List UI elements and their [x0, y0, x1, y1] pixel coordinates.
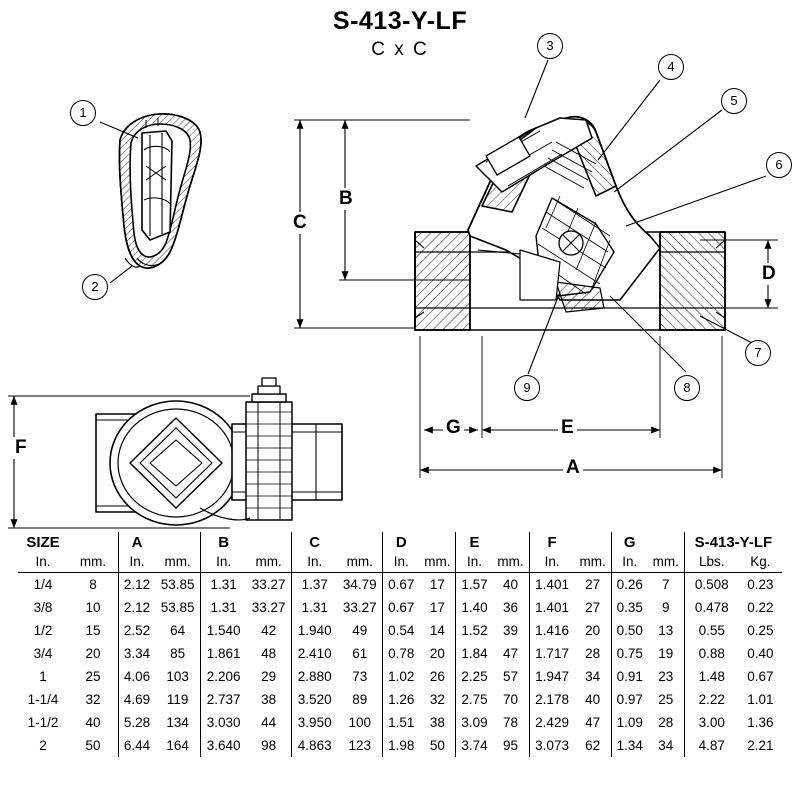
balloon-4[interactable]: 4	[658, 54, 684, 80]
table-cell: 1/4	[33, 577, 53, 592]
table-cell: 85	[170, 646, 186, 661]
table-cell: 4.06	[119, 665, 156, 688]
table-cell: 73	[352, 669, 368, 684]
table-cell: 4.69	[119, 688, 156, 711]
table-cell: 1.416	[529, 619, 575, 642]
balloon-9[interactable]: 9	[514, 375, 540, 401]
table-cell: 29	[261, 669, 277, 684]
balloon-5[interactable]: 5	[721, 88, 747, 114]
table-row	[18, 688, 782, 711]
table-cell: 39	[503, 623, 519, 638]
table-cell: 20	[585, 623, 601, 638]
table-cell: 0.55	[684, 619, 738, 642]
table-cell: 47	[585, 715, 601, 730]
table-cell: 1.540	[201, 619, 247, 642]
table-cell: 1-1/4	[27, 692, 59, 707]
dim-label-G: G	[443, 417, 464, 439]
table-cell: 1.36	[747, 715, 774, 730]
table-cell: 0.508	[684, 573, 738, 597]
table-cell: 14	[429, 623, 445, 638]
table-cell: 98	[261, 738, 277, 753]
table-cell: 1-1/2	[27, 715, 59, 730]
table-cell: 1.940	[292, 619, 338, 642]
table-cell: 34	[658, 738, 674, 753]
dim-label-C: C	[290, 212, 310, 234]
table-cell: 1.401	[529, 573, 575, 597]
table-cell: 1.31	[292, 596, 338, 619]
table-cell: 0.478	[684, 596, 738, 619]
table-cell: 1.31	[201, 596, 247, 619]
table-cell: 50	[429, 738, 445, 753]
table-cell: 3.520	[292, 688, 338, 711]
table-cell: 44	[261, 715, 277, 730]
table-cell: 28	[658, 715, 674, 730]
table-cell: 32	[429, 692, 445, 707]
balloon-8[interactable]: 8	[674, 375, 700, 401]
table-cell: 0.26	[611, 573, 648, 597]
table-cell: 26	[429, 669, 445, 684]
table-cell: 1	[39, 669, 47, 684]
table-cell: 27	[585, 577, 601, 592]
table-cell: 0.78	[383, 642, 420, 665]
table-cell: 2.178	[529, 688, 575, 711]
table-cell: 3.34	[119, 642, 156, 665]
table-cell: 0.67	[383, 573, 420, 597]
table-cell: 13	[658, 623, 674, 638]
table-cell: 27	[585, 600, 601, 615]
table-cell: 2.12	[119, 573, 156, 597]
balloon-1[interactable]: 1	[70, 100, 96, 126]
group-header-C: C	[292, 532, 338, 552]
table-cell: 1.01	[747, 692, 774, 707]
table-cell: 62	[585, 738, 601, 753]
table-cell: 1.98	[383, 734, 420, 757]
table-cell: 15	[85, 623, 101, 638]
table-cell: 5.28	[119, 711, 156, 734]
table-row	[18, 734, 782, 757]
table-cell: 95	[503, 738, 519, 753]
table-cell: 89	[352, 692, 368, 707]
unit-E-in: In.	[456, 552, 493, 573]
table-row	[18, 711, 782, 734]
table-cell: 20	[429, 646, 445, 661]
spec-table	[18, 532, 782, 757]
balloon-2[interactable]: 2	[82, 274, 108, 300]
table-cell: 25	[658, 692, 674, 707]
table-cell: 78	[503, 715, 519, 730]
dim-label-E: E	[558, 417, 577, 439]
table-cell: 0.67	[383, 596, 420, 619]
table-cell: 1.37	[292, 573, 338, 597]
unit-B-in: In.	[201, 552, 247, 573]
table-cell: 0.22	[747, 600, 774, 615]
table-cell: 33.27	[251, 577, 286, 592]
table-cell: 64	[170, 623, 186, 638]
table-cell: 1.26	[383, 688, 420, 711]
balloon-3[interactable]: 3	[537, 33, 563, 59]
unit-G-in: In.	[611, 552, 648, 573]
front-section-view	[415, 117, 725, 330]
table-cell: 3.073	[529, 734, 575, 757]
group-header-A: A	[119, 532, 156, 552]
table-cell: 36	[503, 600, 519, 615]
group-header-size: SIZE	[26, 534, 60, 551]
table-row	[18, 642, 782, 665]
dim-label-A: A	[563, 457, 583, 479]
unit-A-mm: mm.	[164, 554, 191, 569]
table-cell: 3.640	[201, 734, 247, 757]
table-cell: 0.35	[611, 596, 648, 619]
table-cell: 42	[261, 623, 277, 638]
table-cell: 49	[352, 623, 368, 638]
table-cell: 0.50	[611, 619, 648, 642]
table-cell: 53.85	[160, 600, 195, 615]
table-row	[18, 596, 782, 619]
group-header-G: G	[611, 532, 648, 552]
table-cell: 4.863	[292, 734, 338, 757]
table-cell: 40	[503, 577, 519, 592]
table-cell: 1/2	[33, 623, 53, 638]
table-cell: 100	[348, 715, 371, 730]
table-head	[18, 532, 782, 573]
table-cell: 48	[261, 646, 277, 661]
table-cell: 1.09	[611, 711, 648, 734]
group-header-D: D	[383, 532, 420, 552]
end-view	[96, 378, 342, 525]
page-title: S-413-Y-LF	[332, 7, 468, 35]
table-cell: 28	[585, 646, 601, 661]
unit-weight-kg: Kg.	[750, 554, 771, 569]
unit-size-in: In.	[35, 554, 51, 569]
table-cell: 2.22	[684, 688, 738, 711]
table-unit-header-row	[18, 552, 782, 573]
table-cell: 1.48	[684, 665, 738, 688]
table-row	[18, 619, 782, 642]
table-cell: 2.75	[456, 688, 493, 711]
table-cell: 3.74	[456, 734, 493, 757]
detail-view-cap	[119, 114, 201, 268]
table-cell: 23	[658, 669, 674, 684]
table-cell: 4.87	[684, 734, 738, 757]
table-row	[18, 665, 782, 688]
group-header-B: B	[201, 532, 247, 552]
table-cell: 10	[85, 600, 101, 615]
balloon-7[interactable]: 7	[745, 340, 771, 366]
table-cell: 1.02	[383, 665, 420, 688]
table-cell: 38	[261, 692, 277, 707]
balloon-6[interactable]: 6	[766, 152, 792, 178]
table-cell: 6.44	[119, 734, 156, 757]
table-cell: 119	[166, 692, 189, 707]
unit-F-in: In.	[529, 552, 575, 573]
table-cell: 1.57	[456, 573, 493, 597]
page-subtitle: C x C	[371, 38, 429, 60]
table-cell: 0.67	[747, 669, 774, 684]
table-cell: 1.401	[529, 596, 575, 619]
unit-G-mm: mm.	[652, 554, 679, 569]
unit-C-mm: mm.	[346, 554, 373, 569]
table-cell: 1.717	[529, 642, 575, 665]
table-group-header-row	[18, 532, 782, 552]
table-cell: 25	[85, 669, 101, 684]
table-cell: 164	[166, 738, 189, 753]
table-cell: 3.00	[684, 711, 738, 734]
table-cell: 47	[503, 646, 519, 661]
table-cell: 134	[166, 715, 189, 730]
group-header-F: F	[529, 532, 575, 552]
table-cell: 57	[503, 669, 519, 684]
table-cell: 2.880	[292, 665, 338, 688]
table-cell: 2.429	[529, 711, 575, 734]
unit-E-mm: mm.	[497, 554, 524, 569]
table-cell: 3.950	[292, 711, 338, 734]
table-cell: 61	[352, 646, 368, 661]
table-cell: 33.27	[342, 600, 377, 615]
table-cell: 0.88	[684, 642, 738, 665]
table-cell: 17	[429, 600, 445, 615]
table-body	[18, 573, 782, 758]
unit-F-mm: mm.	[579, 554, 606, 569]
table-cell: 3/4	[33, 646, 53, 661]
table-cell: 2.206	[201, 665, 247, 688]
table-cell: 2.21	[747, 738, 774, 753]
table-cell: 53.85	[160, 577, 195, 592]
unit-weight-lbs: Lbs.	[684, 552, 738, 573]
table-cell: 103	[166, 669, 189, 684]
table-cell: 3.09	[456, 711, 493, 734]
table-cell: 50	[85, 738, 101, 753]
table-cell: 0.91	[611, 665, 648, 688]
table-cell: 8	[89, 577, 97, 592]
table-cell: 2.12	[119, 596, 156, 619]
table-cell: 40	[85, 715, 101, 730]
unit-A-in: In.	[119, 552, 156, 573]
table-cell: 7	[662, 577, 670, 592]
table-cell: 0.54	[383, 619, 420, 642]
group-header-model: S-413-Y-LF	[684, 532, 782, 552]
dim-label-D: D	[759, 263, 779, 285]
unit-C-in: In.	[292, 552, 338, 573]
table-cell: 3.030	[201, 711, 247, 734]
table-cell: 123	[348, 738, 371, 753]
table-cell: 1.31	[201, 573, 247, 597]
group-header-E: E	[456, 532, 493, 552]
table-cell: 1.40	[456, 596, 493, 619]
table-cell: 0.25	[747, 623, 774, 638]
unit-D-in: In.	[383, 552, 420, 573]
table-cell: 19	[658, 646, 674, 661]
unit-D-mm: mm.	[424, 554, 451, 569]
table-cell: 0.97	[611, 688, 648, 711]
table-cell: 2.25	[456, 665, 493, 688]
dim-label-F: F	[12, 437, 30, 459]
table-cell: 33.27	[251, 600, 286, 615]
table-cell: 1.947	[529, 665, 575, 688]
table-cell: 3/8	[33, 600, 53, 615]
unit-size-mm: mm.	[79, 554, 107, 569]
table-cell: 2.737	[201, 688, 247, 711]
unit-B-mm: mm.	[255, 554, 282, 569]
table-cell: 1.861	[201, 642, 247, 665]
table-cell: 38	[429, 715, 445, 730]
dim-label-B: B	[336, 188, 356, 210]
table-cell: 32	[85, 692, 101, 707]
table-cell: 2.52	[119, 619, 156, 642]
table-cell: 0.75	[611, 642, 648, 665]
table-cell: 1.51	[383, 711, 420, 734]
specification-table	[18, 532, 782, 757]
table-cell: 0.40	[747, 646, 774, 661]
table-cell: 17	[429, 577, 445, 592]
table-cell: 40	[585, 692, 601, 707]
table-cell: 2	[39, 738, 47, 753]
table-cell: 70	[503, 692, 519, 707]
table-row	[18, 573, 782, 597]
table-cell: 1.52	[456, 619, 493, 642]
table-cell: 1.84	[456, 642, 493, 665]
table-cell: 1.34	[611, 734, 648, 757]
table-cell: 2.410	[292, 642, 338, 665]
table-cell: 9	[662, 600, 670, 615]
table-cell: 0.23	[747, 577, 774, 592]
table-cell: 20	[85, 646, 101, 661]
table-cell: 34	[585, 669, 601, 684]
table-cell: 34.79	[342, 577, 377, 592]
